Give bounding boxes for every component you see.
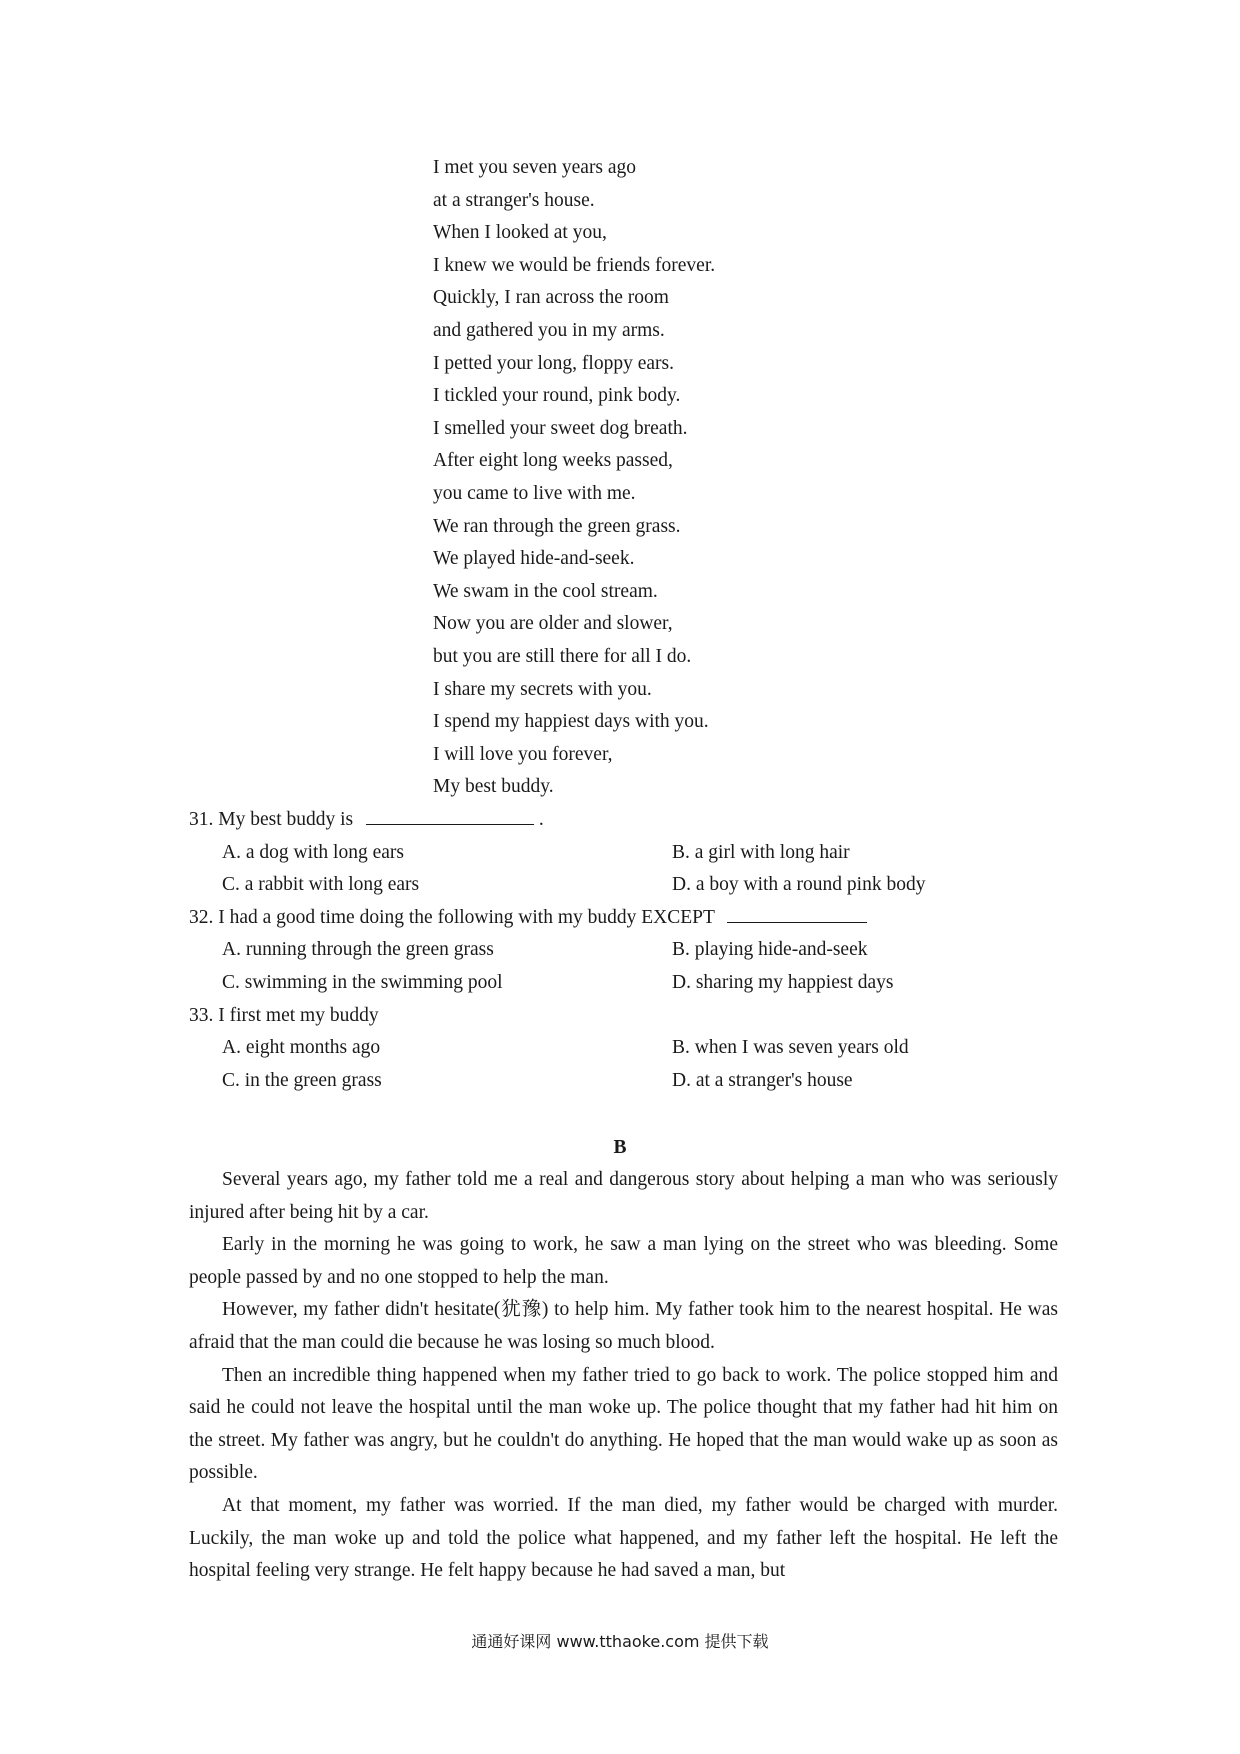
question-stem-32 — [189, 902, 1089, 935]
poem-line: I will love you forever, — [433, 743, 613, 765]
poem-line: We played hide-and-seek. — [433, 548, 635, 570]
paragraph: At that moment, my father was worried. If the man died, my father would be charged with murder. Luckily, the man woke up and told the police what happened, and my father left the hospital. He left the hospital feeling very strange. He felt happy because he had saved a man, but — [189, 1494, 1058, 1582]
poem-line: I smelled your sweet dog breath. — [433, 417, 688, 439]
option-a: A. eight months ago — [222, 1037, 381, 1059]
option-a: A. running through the green grass — [222, 939, 494, 961]
option-b: B. playing hide-and-seek — [672, 939, 868, 961]
poem-line: I spend my happiest days with you. — [433, 711, 709, 733]
option-row — [189, 1065, 1089, 1098]
option-b: B. a girl with long hair — [672, 841, 850, 863]
question-text: 32. I had a good time doing the following with my buddy EXCEPT — [189, 906, 715, 928]
option-b: B. when I was seven years old — [672, 1037, 909, 1059]
option-d: D. at a stranger's house — [672, 1069, 853, 1091]
answer-blank — [727, 902, 867, 923]
option-row — [189, 1032, 1089, 1065]
poem-line: My best buddy. — [433, 776, 554, 798]
section-heading: B — [613, 1137, 627, 1158]
question-stem-33 — [189, 1000, 1089, 1033]
option-c: C. swimming in the swimming pool — [222, 971, 503, 993]
option-row — [189, 934, 1089, 967]
poem-line: at a stranger's house. — [433, 189, 595, 211]
poem-line: When I looked at you, — [433, 222, 607, 244]
page-footer: 通通好课网 www.tthaoke.com 提供下载 — [471, 1632, 769, 1651]
question-list — [189, 804, 1089, 1097]
reading-passage — [189, 1164, 1058, 1588]
poem-line: We swam in the cool stream. — [433, 580, 658, 602]
paragraph: Then an incredible thing happened when my father tried to go back to work. The police stopped him and said he could not leave the hospital until the man woke up. The police thought that my father had hit him on the street. My father was angry, but he couldn't do anything. He hoped that the man would wake up as soon as possible. — [189, 1364, 1058, 1484]
poem-line: I tickled your round, pink body. — [433, 385, 681, 407]
poem-line: I share my secrets with you. — [433, 678, 652, 700]
poem-line: you came to live with me. — [433, 482, 636, 504]
poem-line: After eight long weeks passed, — [433, 450, 673, 472]
paragraph: However, my father didn't hesitate(犹豫) to help him. My father took him to the nearest hospital. He was afraid that the man could die because he was losing so much blood. — [189, 1299, 1058, 1353]
option-d: D. sharing my happiest days — [672, 971, 894, 993]
poem-line: but you are still there for all I do. — [433, 645, 692, 667]
option-c: C. in the green grass — [222, 1069, 382, 1091]
paragraph: Several years ago, my father told me a real and dangerous story about helping a man who was seriously injured after being hit by a car. — [189, 1169, 1058, 1223]
option-a: A. a dog with long ears — [222, 841, 404, 863]
question-stem-31 — [189, 804, 1089, 837]
poem-line: Now you are older and slower, — [433, 613, 673, 635]
question-text: 31. My best buddy is — [189, 809, 354, 830]
question-text-end: . — [534, 809, 544, 830]
option-c: C. a rabbit with long ears — [222, 874, 420, 896]
poem-line: I met you seven years ago — [433, 157, 637, 178]
poem-line: I petted your long, floppy ears. — [433, 352, 674, 374]
poem-line: I knew we would be friends forever. — [433, 254, 716, 276]
question-text: 33. I first met my buddy — [189, 1004, 379, 1026]
option-row — [189, 967, 1089, 1000]
poem-line: We ran through the green grass. — [433, 515, 681, 537]
option-d: D. a boy with a round pink body — [672, 874, 926, 896]
answer-blank — [366, 804, 534, 825]
option-row — [189, 869, 1089, 902]
poem — [433, 152, 933, 804]
option-row — [189, 837, 1089, 870]
poem-line: and gathered you in my arms. — [433, 319, 665, 341]
poem-line: Quickly, I ran across the room — [433, 287, 669, 309]
paragraph: Early in the morning he was going to work, he saw a man lying on the street who was bleeding. Some people passed by and no one stopped to help the man. — [189, 1234, 1058, 1288]
